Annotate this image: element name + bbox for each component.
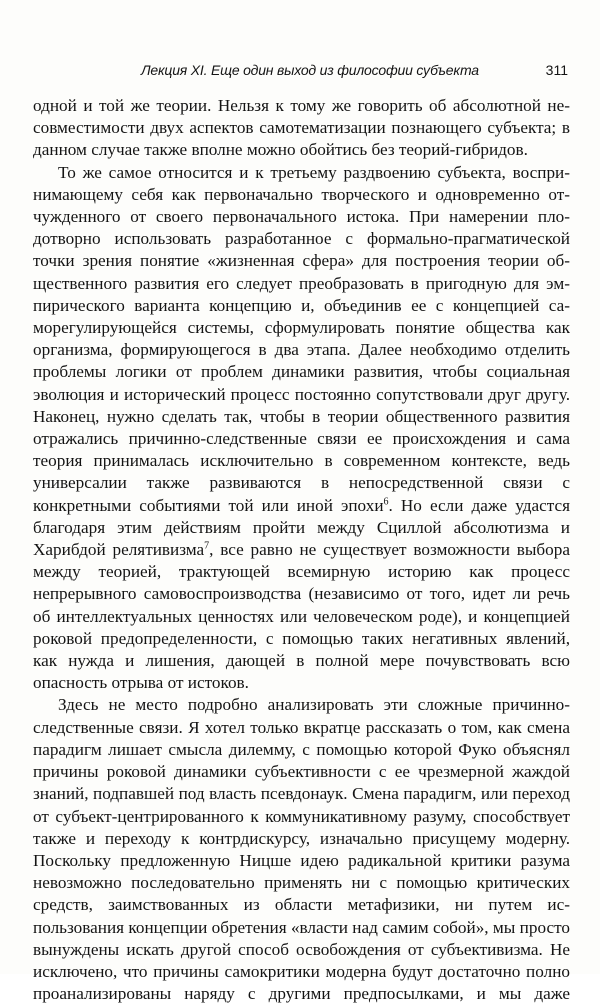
page-number: 311	[545, 62, 568, 78]
running-title: Лекция XI. Еще один выход из философии субъекта	[141, 62, 479, 78]
paragraph-1: одной и той же теории. Нельзя к тому же говорить об абсолютной несовместимости двух аспектов самотематизации познающего субъекта; в данном случае также вполне можно обойтись без теорий-гибридов.	[33, 96, 570, 160]
paragraph-2-part-c: , все равно не существует возможности выбора между теорией, трактующей всемирную историю как процесс непрерывного самовоспроизводства (независимо от того, идет ли речь об интеллектуальных ценностях или человеческом роде), и концепцией роковой предопределенности, с помощью таких негативных явлений, как нужда и лишения, дающей в полной мере почувствовать всю опасность отрыва от истоков.	[33, 540, 570, 693]
text-body	[33, 95, 570, 1005]
paragraph-2-part-a: То же самое относится и к третьему раздвоению субъекта, воспринимающему себя как первоначально творческого и одновременно отчужденного от своего первоначального истока. При намерении плодотворно использовать разработанное с формально-прагматической точки зрения понятие «жизненная сфера» для построения теории общественного развития его следует преобразовать в пригодную для эмпирического варианта концепцию и, объединив ее с концепцией саморегулирующейся системы, сформулировать понятие общества как организма, формирующегося в два этапа. Далее необходимо отделить проблемы логики от проблем динамики развития, чтобы социальная эволюция и исторический процесс постоянно сопутствовали друг другу. Наконец, нужно сделать так, чтобы в теории общественного развития отражались причинно-следственные связи ее происхождения и сама теория принималась исключительно в современном контексте, ведь универсалии также развиваются в непосредственной связи с конкретными событиями той или иной эпохи	[33, 162, 570, 515]
footnote-ref-7: 7	[204, 540, 210, 552]
running-head	[33, 62, 570, 84]
footnote-ref-6: 6	[383, 495, 389, 507]
paragraph-2-part-b: . Но если даже удастся благодаря этим действиям пройти между Сциллой абсолютизма и Харибдой релятивизма	[33, 495, 570, 560]
paragraph-2	[33, 162, 570, 695]
paragraph-3: Здесь не место подробно анализировать эти сложные причинно-следственные связи. Я хотел только вкратце рассказать о том, как смена парадигм лишает смысла дилемму, с помощью которой Фуко объяснял причины роковой динамики субъективности с ее чрезмерной жаждой знаний, подпавшей под власть псевдонаук. Смена парадигм, или переход от субъект-центрированного к коммуникативному разуму, способствует также и переходу к контрдискурсу, изначально присущему модерну. Поскольку предложенную Ницше идею радикальной критики разума невозможно последовательно применять ни с помощью критических средств, заимствованных из области метафизики, ни путем использования концепции обретения «власти над самим собой», мы просто вынуждены искать другой способ освобождения от субъективизма. Не исключено, что причины самокритики модерна будут достаточно полно проанализированы наряду с другими предпосылками, и мы даже	[33, 695, 570, 1004]
